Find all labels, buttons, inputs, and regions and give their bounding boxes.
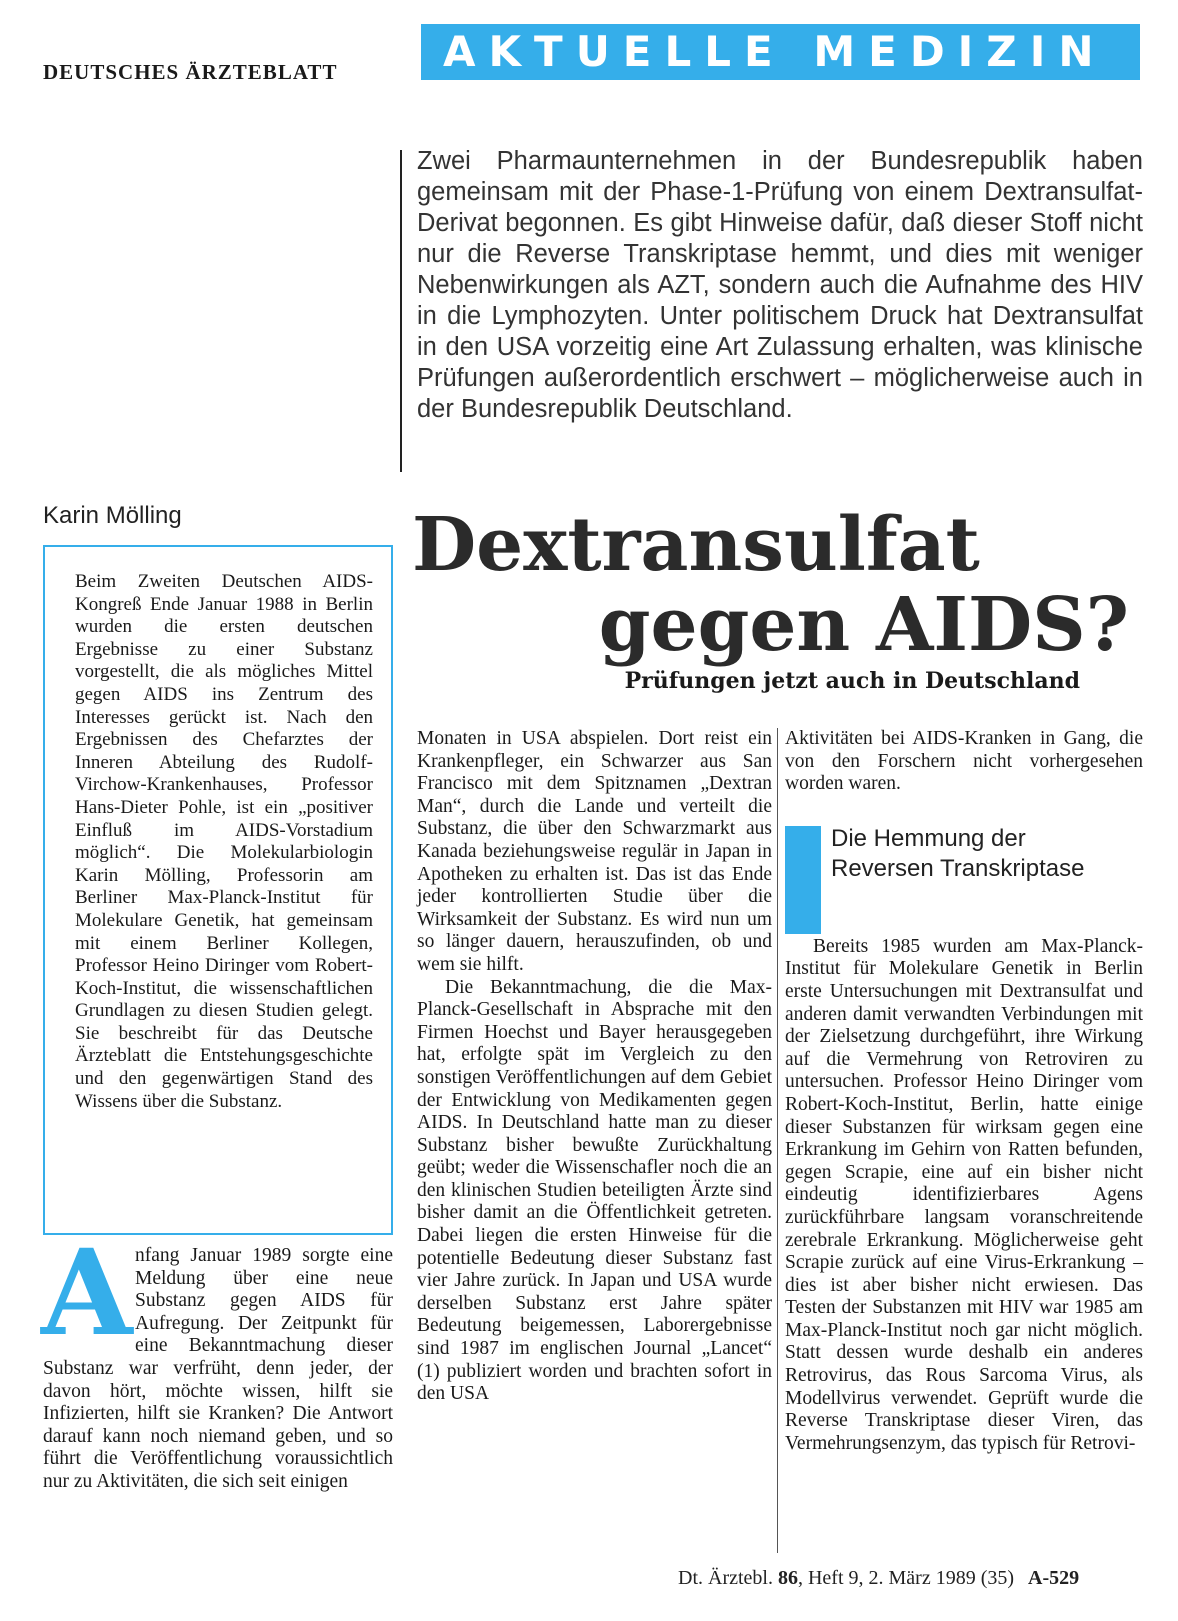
headline bbox=[412, 502, 1147, 668]
subheadline: Prüfungen jetzt auch in Deutschland bbox=[624, 668, 1080, 694]
body-column-3 bbox=[785, 728, 1143, 1455]
masthead: DEUTSCHES ÄRZTEBLATT bbox=[43, 60, 338, 84]
footer-volume: 86 bbox=[777, 1567, 798, 1589]
section-banner: AKTUELLE MEDIZIN bbox=[421, 24, 1140, 80]
headline-line-2: gegen AIDS? bbox=[598, 582, 1129, 668]
vertical-divider bbox=[400, 150, 402, 472]
footer-citation-post: , Heft 9, 2. März 1989 (35) bbox=[797, 1567, 1015, 1589]
subhead-line-1: Die Hemmung der bbox=[831, 824, 1026, 852]
section-subhead bbox=[785, 820, 1143, 936]
abstract-text bbox=[75, 571, 373, 1113]
page-footer bbox=[678, 1567, 1148, 1590]
subhead-text bbox=[831, 824, 1084, 884]
drop-cap: A bbox=[41, 1223, 133, 1362]
body-col3-paragraph-1: Aktivitäten bei AIDS-Kranken in Gang, die von den Forschern nicht vorhergesehen worden waren. bbox=[785, 728, 1143, 795]
footer-citation-pre: Dt. Ärztebl. bbox=[678, 1567, 778, 1589]
abstract-paragraph: Beim Zweiten Deutschen AIDS-Kongreß Ende Januar 1988 in Berlin wurden die ersten deutschen Ergebnisse zu einer Substanz vorgestellt, die als mögliches Mittel gegen AIDS ins Zentrum des Interesses gerückt ist. Nach den Ergebnissen des Chefarztes der Inneren Abteilung des Rudolf-Virchow-Krankenhauses, Professor Hans-Dieter Pohle, ist ein „positiver Einfluß im AIDS-Vorstadium möglich“. Die Molekularbiologin Karin Mölling, Professorin am Berliner Max-Planck-Institut für Molekulare Genetik, hat gemeinsam mit einem Berliner Kollegen, Professor Heino Diringer vom Robert-Koch-Institut, die wissenschaftlichen Grundlagen zu diesen Studien gelegt. Sie beschreibt für das Deutsche Ärzteblatt die Entstehungsgeschichte und den gegenwärtigen Stand des Wissens über die Substanz. bbox=[75, 571, 373, 1112]
subhead-line-2: Reversen Transkriptase bbox=[831, 854, 1085, 882]
column-divider bbox=[777, 728, 778, 1553]
headline-line-1: Dextransulfat bbox=[412, 502, 980, 588]
subhead-accent-bar bbox=[785, 826, 821, 934]
author-name: Karin Mölling bbox=[43, 502, 182, 529]
lead-text: Zwei Pharmaunternehmen in der Bundesrepublik haben gemeinsam mit der Phase-1-Prüfung von einem Dextransulfat-Derivat begonnen. Es gibt Hinweise dafür, daß dieser Stoff nicht nur die Reverse Transkriptase hemmt, und dies mit weniger Nebenwirkungen als AZT, sondern auch die Aufnahme des HIV in die Lymphozyten. Unter politischem Druck hat Dextransulfat in den USA vorzeitig eine Art Zulassung erhalten, was klinische Prüfungen außerordentlich erschwert – möglicherweise auch in der Bundesrepublik Deutschland. bbox=[417, 147, 1143, 423]
abstract-box bbox=[43, 545, 393, 1235]
body-col1-text: nfang Januar 1989 sorgte eine Meldung über eine neue Substanz gegen AIDS für Aufregung. Der Zeitpunkt für eine Bekanntmachung dieser Substanz war verfrüht, denn jeder, der davon hört, möchte wissen, hilft sie Infizierten, hilft sie Kranken? Die Antwort darauf kann noch niemand geben, und so führt die Veröffentlichung voraussichtlich nur zu Aktivitäten, die sich seit einigen bbox=[43, 1245, 393, 1492]
lead-paragraph bbox=[417, 146, 1143, 425]
body-col2-paragraph-2: Die Bekanntmachung, die die Max-Planck-Gesellschaft in Absprache mit den Firmen Hoechst und Bayer herausgegeben hat, erfolgte spät im Vergleich zu den sonstigen Veröffentlichungen auf dem Gebiet der Entwicklung von Medikamenten gegen AIDS. In Deutschland hatte man zu dieser Substanz bisher bewußte Zurückhaltung geübt; weder die Wissenschafler noch die an den klinischen Studien beteiligten Ärzte sind bisher damit an die Öffentlichkeit getreten. Dabei liegen die ersten Hinweise für die potentielle Bedeutung dieser Substanz fast vier Jahre zurück. In Japan und USA wurde derselben Substanz erst Jahre später Bedeutung beigemessen, Laborergebnisse sind 1987 im englischen Journal „Lancet“ (1) publiziert worden und brachten sofort in den USA bbox=[417, 976, 772, 1405]
body-column-2 bbox=[417, 728, 772, 1406]
body-col2-paragraph-1: Monaten in USA abspielen. Dort reist ein Krankenpfleger, ein Schwarzer aus San Francisco mit dem Spitznamen „Dextran Man“, durch die Lande und verteilt die Substanz, die über den Schwarzmarkt aus Kanada beziehungsweise regulär in Japan in Apotheken zu erhalten ist. Das ist das Ende jeder kontrollierten Studie über die Wirksamkeit der Substanz. Es wird nun um so länger dauern, herauszufinden, ob und wem sie hilft. bbox=[417, 728, 772, 975]
body-col3-paragraph-2: Bereits 1985 wurden am Max-Planck-Institut für Molekulare Genetik in Berlin erste Untersuchungen mit Dextransulfat und anderen damit verwandten Verbindungen mit der Zielsetzung durchgeführt, ihre Wirkung auf die Vermehrung von Retroviren zu untersuchen. Professor Heino Diringer vom Robert-Koch-Institut, Berlin, hatte einige dieser Substanzen für wirksam gegen eine Erkrankung im Gehirn von Ratten befunden, gegen Scrapie, eine auf ein bisher nicht eindeutig identifizierbares Agens zurückführbare langsam voranschreitende zerebrale Erkrankung. Möglicherweise geht Scrapie zurück auf eine Virus-Erkrankung – dies ist aber bisher nicht erwiesen. Das Testen der Substanzen mit HIV war 1985 am Max-Planck-Institut noch gar nicht möglich. Statt dessen wurde deshalb ein anderes Retrovirus, das Rous Sarcoma Virus, als Modellvirus verwendet. Geprüft wurde die Reverse Transkriptase dieser Viren, das Vermehrungsenzym, das typisch für Retrovi- bbox=[785, 935, 1143, 1454]
body-column-1 bbox=[41, 1223, 393, 1494]
page-number: A-529 bbox=[1028, 1567, 1080, 1589]
